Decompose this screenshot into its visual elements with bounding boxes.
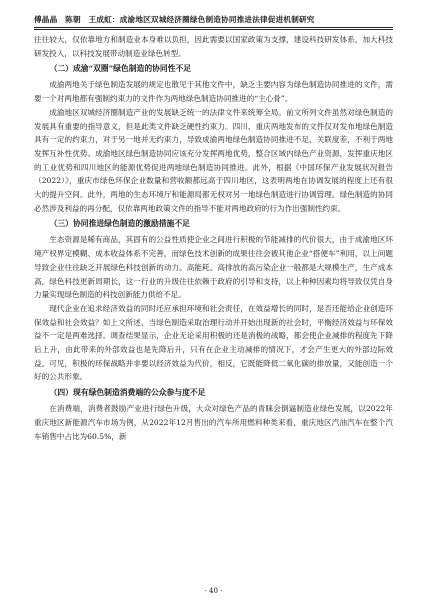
paragraph: 在消费端，消费者鼓励产业进行绿色升级，大众对绿色产品的青睐会倒逼制造业绿色发展，以2022年重庆地区新能源汽车市场为例，从2022年12月售出的汽车所用燃料种类来看，重庆地区汽油汽车在整个汽车销售中占比为60.5%，新 [34, 404, 393, 441]
paragraph: 成渝两地关于绿色制造发展的规定也散见于其他文件中，缺乏主要内容为绿色制造协同推进的文件，需要一个对两地都有强制约束力的文件作为两地绿色制造协同推进的“主心骨”。 [34, 80, 393, 104]
page-number: · 40 · [204, 587, 223, 595]
section-heading: （二）成渝“双圈”绿色制造的协同性不足 [49, 64, 192, 74]
header-rule [34, 27, 393, 28]
paragraph: 往往较大，仅依靠地方和制造业本身难以负担，因此需要以国家政策为支撑，建设科技研发体系，加大科技研发投入，以科技发展带动制造业绿色转型。 [34, 35, 393, 58]
section-heading: （四）现有绿色制造消费端的公众参与度不足 [49, 388, 206, 398]
header-rule-thin [34, 29, 393, 30]
article-body [34, 33, 393, 443]
paragraph: 现代企业在追求经济效益的同时还应承担环境和社会责任，在效益增长的同时，是否还能给企业创造环保效益和社会效益？如上文所述，当绿色制造采取治理行动并开始出现新的社会时，平衡经济效益与环保效益不一定是两难选择。调查结果显示，企业无论采用积极的还是消极的战略，都会使企业减排的程度先下降后上升，由此带来的外部效益也是先降后升，只有在企业主动减排的情况下，才会产生更大的外部边际效益。可见，积极的环保战略并非要以经济效益为代价，相反，它既能降低二氧化碳的排放量，又能创造一个好的公共形象。 [34, 303, 393, 382]
running-header: 傅晶晶 陈朝 王成虹：成渝地区双城经济圈绿色制造协同推进法律促进机制研究 [34, 15, 315, 24]
paragraph: 生态资源是稀有商品，其固有的公益性质使企业之间进行积极的节能减排的代价很大，由于成渝地区环境产权界定模糊、成本收益体系不完善，而绿色技术创新的成果往往会被其他企业“搭便车”利用，以上问题导致企业往往缺乏开展绿色科技创新的动力。高能耗、高排放的高污染企业一般都是大规模生产，生产成本高，绿色科技更新周期长，这一行业的升级往往依赖于政府的引导和支持，以上种种因素均将导致仅凭自身力量实现绿色制造的科技创新能力供给不足。 [34, 235, 393, 300]
section-heading: （三）协同推进绿色制造的激励措施不足 [49, 219, 190, 229]
paragraph: 成渝地区双城经济圈制造产业的发展缺乏统一的法律文件来统筹全局。前文所列文件虽然对绿色制造的发展具有重要的指导意义，但是此类文件缺乏硬性约束力。四川、重庆两地发布的文件仅对发布地绿色制造具有一定的约束力，对于另一地并无约束力，导致成渝两地绿色制造协同推进不足、关联度差，不利于两地发挥互补性优势。成渝地区绿色制造协同应该充分发挥两地优势，整合区域内绿色产业资源，发挥重庆地区的工业优势和四川地区的能源优势促进两地绿色制造协同推进。此外，根据《中国环保产业发展状况报告（2022）》，重庆市绿色环保企业数量和营收额都远高于四川地区，这表明两地在协调发展的程度上还有很大的提升空间。此外，两地的生态环境厅和能源局都无权对另一地绿色制造进行协调管理。绿色制造的协同必然涉及利益的再分配，仅依靠两地政策文件的指导不能对两地政府的行为作出强制性约束。 [34, 107, 393, 213]
